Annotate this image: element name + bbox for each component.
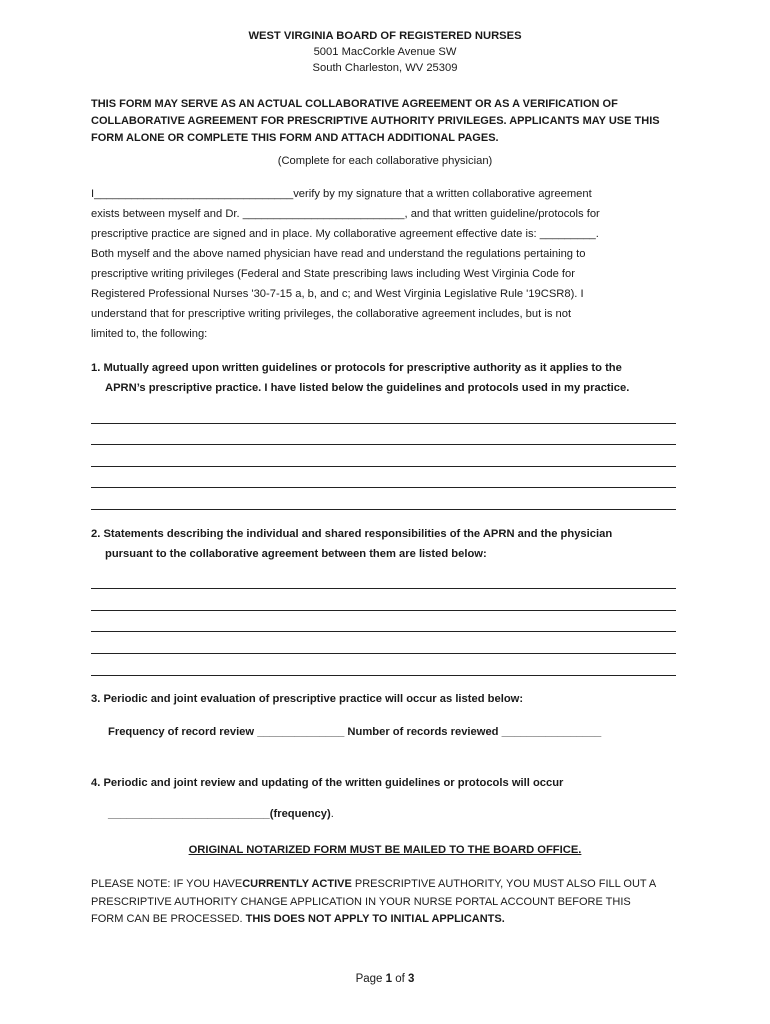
question-2-line-1: 2. Statements describing the individual and shared responsibilities of the APRN and the physician — [91, 528, 613, 540]
please-note — [91, 876, 691, 929]
answer-line[interactable] — [91, 466, 676, 467]
question-1-line-2: APRN’s prescriptive practice. I have listed below the guidelines and protocols used in my practice. — [105, 382, 630, 394]
question-2-line-2: pursuant to the collaborative agreement between them are listed below: — [105, 548, 487, 560]
intro-block — [91, 96, 691, 147]
org-name: WEST VIRGINIA BOARD OF REGISTERED NURSES — [248, 30, 522, 42]
answer-line[interactable] — [91, 610, 676, 611]
statement-paragraph — [91, 184, 691, 344]
answer-line[interactable] — [91, 487, 676, 488]
answer-line[interactable] — [91, 509, 676, 510]
statement-line: Both myself and the above named physician have read and understand the regulations pertaining to — [91, 248, 586, 260]
statement-line: prescriptive writing privileges (Federal and State prescribing laws including West Virginia Code for — [91, 268, 575, 280]
answer-line[interactable] — [91, 444, 676, 445]
frequency-period: . — [330, 808, 334, 820]
frequency-blank[interactable]: __________________________ — [108, 808, 270, 820]
address-line-2: South Charleston, WV 25309 — [312, 62, 458, 74]
question-1 — [91, 358, 691, 398]
page-footer: Page 1 of 3 — [355, 973, 415, 985]
question-4-frequency — [108, 804, 708, 824]
answer-line[interactable] — [91, 653, 676, 654]
mail-notice: ORIGINAL NOTARIZED FORM MUST BE MAILED TO THE BOARD OFFICE. — [188, 844, 582, 856]
statement-line: I________________________________verify by my signature that a written collaborative agreement — [91, 188, 592, 200]
statement-line: understand that for prescriptive writing privileges, the collaborative agreement includes, but is not — [91, 308, 572, 320]
statement-line: exists between myself and Dr. __________________________, and that written guideline/protocols for — [91, 208, 600, 220]
page-total: 3 — [408, 973, 415, 985]
frequency-label: (frequency) — [269, 808, 331, 820]
question-4 — [91, 773, 691, 793]
answer-line[interactable] — [91, 631, 676, 632]
please-note-line-3: FORM CAN BE PROCESSED. THIS DOES NOT APPLY TO INITIAL APPLICANTS. — [91, 913, 505, 925]
intro-note: (Complete for each collaborative physician) — [277, 155, 493, 167]
intro-line-3: FORM ALONE OR COMPLETE THIS FORM AND ATTACH ADDITIONAL PAGES. — [91, 132, 499, 144]
question-1-line-1: 1. Mutually agreed upon written guidelines or protocols for prescriptive authority as it applies to the — [91, 362, 622, 374]
address-line-1: 5001 MacCorkle Avenue SW — [313, 46, 457, 58]
answer-line[interactable] — [91, 675, 676, 676]
record-review-fields[interactable]: Frequency of record review ______________ Number of records reviewed ________________ — [108, 726, 602, 738]
statement-line: limited to, the following: — [91, 328, 208, 340]
question-3-line-1: 3. Periodic and joint evaluation of prescriptive practice will occur as listed below: — [91, 693, 524, 705]
question-4-line-1: 4. Periodic and joint review and updating of the written guidelines or protocols will occur — [91, 777, 564, 789]
statement-line: prescriptive practice are signed and in place. My collaborative agreement effective date is: _________. — [91, 228, 599, 240]
intro-line-2: COLLABORATIVE AGREEMENT FOR PRESCRIPTIVE AUTHORITY PRIVILEGES. APPLICANTS MAY USE THIS — [91, 115, 660, 127]
answer-line[interactable] — [91, 423, 676, 424]
question-2 — [91, 524, 691, 564]
question-3-fields — [91, 722, 708, 742]
page-number: 1 — [385, 973, 393, 985]
question-3 — [91, 689, 691, 709]
statement-line: Registered Professional Nurses '30-7-15 a, b, and c; and West Virginia Legislative Rule '19CSR8). I — [91, 288, 584, 300]
please-note-line-2: PRESCRIPTIVE AUTHORITY CHANGE APPLICATION IN YOUR NURSE PORTAL ACCOUNT BEFORE THIS — [91, 895, 631, 908]
please-note-line-1: PLEASE NOTE: IF YOU HAVECURRENTLY ACTIVE PRESCRIPTIVE AUTHORITY, YOU MUST ALSO FILL OUT A — [91, 878, 657, 890]
intro-line-1: THIS FORM MAY SERVE AS AN ACTUAL COLLABORATIVE AGREEMENT OR AS A VERIFICATION OF — [91, 98, 618, 110]
answer-line[interactable] — [91, 588, 676, 589]
